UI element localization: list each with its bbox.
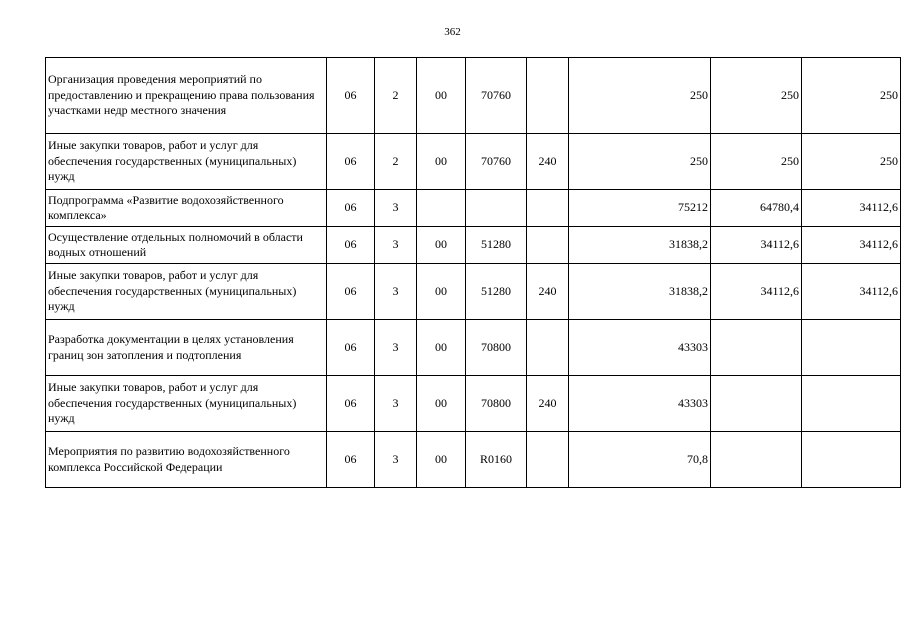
row-amount-1: 43303: [569, 376, 711, 432]
row-subsection: 3: [375, 190, 417, 227]
table-row: [46, 376, 901, 432]
row-subprogram: [417, 190, 466, 227]
row-section: 06: [327, 58, 375, 134]
row-amount-3: 34112,6: [802, 190, 901, 227]
row-subsection: 3: [375, 376, 417, 432]
row-amount-3: [802, 320, 901, 376]
row-target-article: 51280: [466, 227, 527, 264]
row-name: Разработка документации в целях установления границ зон затопления и подтопления: [46, 320, 327, 376]
row-expense-type: 240: [527, 134, 569, 190]
row-expense-type: [527, 320, 569, 376]
row-amount-2: [711, 432, 802, 488]
table-row: [46, 134, 901, 190]
row-expense-type: [527, 190, 569, 227]
row-target-article: [466, 190, 527, 227]
row-amount-2: 34112,6: [711, 227, 802, 264]
row-amount-3: 250: [802, 58, 901, 134]
row-amount-3: 250: [802, 134, 901, 190]
row-subprogram: 00: [417, 134, 466, 190]
row-amount-2: 250: [711, 58, 802, 134]
row-subprogram: 00: [417, 264, 466, 320]
row-amount-2: [711, 320, 802, 376]
row-amount-3: 34112,6: [802, 264, 901, 320]
table-row: [46, 58, 901, 134]
table-row: [46, 264, 901, 320]
page-number: 362: [444, 26, 461, 38]
row-section: 06: [327, 134, 375, 190]
row-expense-type: [527, 432, 569, 488]
table-row: [46, 227, 901, 264]
row-target-article: 70760: [466, 58, 527, 134]
row-subsection: 3: [375, 320, 417, 376]
row-target-article: 70800: [466, 320, 527, 376]
row-subprogram: 00: [417, 320, 466, 376]
row-amount-2: 250: [711, 134, 802, 190]
row-amount-1: 250: [569, 134, 711, 190]
row-amount-2: [711, 376, 802, 432]
row-name: Осуществление отдельных полномочий в области водных отношений: [46, 227, 327, 264]
row-amount-1: 70,8: [569, 432, 711, 488]
row-subsection: 3: [375, 432, 417, 488]
row-amount-3: 34112,6: [802, 227, 901, 264]
row-expense-type: 240: [527, 376, 569, 432]
table-row: [46, 190, 901, 227]
row-subsection: 2: [375, 134, 417, 190]
row-section: 06: [327, 264, 375, 320]
row-target-article: R0160: [466, 432, 527, 488]
row-subprogram: 00: [417, 432, 466, 488]
row-target-article: 70800: [466, 376, 527, 432]
row-amount-2: 64780,4: [711, 190, 802, 227]
row-section: 06: [327, 320, 375, 376]
row-amount-1: 250: [569, 58, 711, 134]
row-amount-1: 43303: [569, 320, 711, 376]
row-amount-1: 31838,2: [569, 227, 711, 264]
row-subprogram: 00: [417, 227, 466, 264]
row-amount-2: 34112,6: [711, 264, 802, 320]
row-subprogram: 00: [417, 58, 466, 134]
row-name: Иные закупки товаров, работ и услуг для обеспечения государственных (муниципальных) нужд: [46, 376, 327, 432]
row-amount-1: 31838,2: [569, 264, 711, 320]
row-amount-3: [802, 432, 901, 488]
row-target-article: 51280: [466, 264, 527, 320]
row-subprogram: 00: [417, 376, 466, 432]
row-subsection: 3: [375, 227, 417, 264]
table-row: [46, 320, 901, 376]
row-amount-3: [802, 376, 901, 432]
row-section: 06: [327, 376, 375, 432]
row-expense-type: [527, 227, 569, 264]
row-name: Иные закупки товаров, работ и услуг для обеспечения государственных (муниципальных) нужд: [46, 264, 327, 320]
row-target-article: 70760: [466, 134, 527, 190]
row-name: Мероприятия по развитию водохозяйственного комплекса Российской Федерации: [46, 432, 327, 488]
budget-table: [45, 57, 901, 488]
row-section: 06: [327, 227, 375, 264]
row-section: 06: [327, 190, 375, 227]
row-subsection: 3: [375, 264, 417, 320]
row-amount-1: 75212: [569, 190, 711, 227]
row-name: Подпрограмма «Развитие водохозяйственного комплекса»: [46, 190, 327, 227]
table-row: [46, 432, 901, 488]
row-subsection: 2: [375, 58, 417, 134]
row-expense-type: [527, 58, 569, 134]
row-expense-type: 240: [527, 264, 569, 320]
row-name: Организация проведения мероприятий по предоставлению и прекращению права пользования участками недр местного значения: [46, 58, 327, 134]
row-name: Иные закупки товаров, работ и услуг для обеспечения государственных (муниципальных) нужд: [46, 134, 327, 190]
row-section: 06: [327, 432, 375, 488]
